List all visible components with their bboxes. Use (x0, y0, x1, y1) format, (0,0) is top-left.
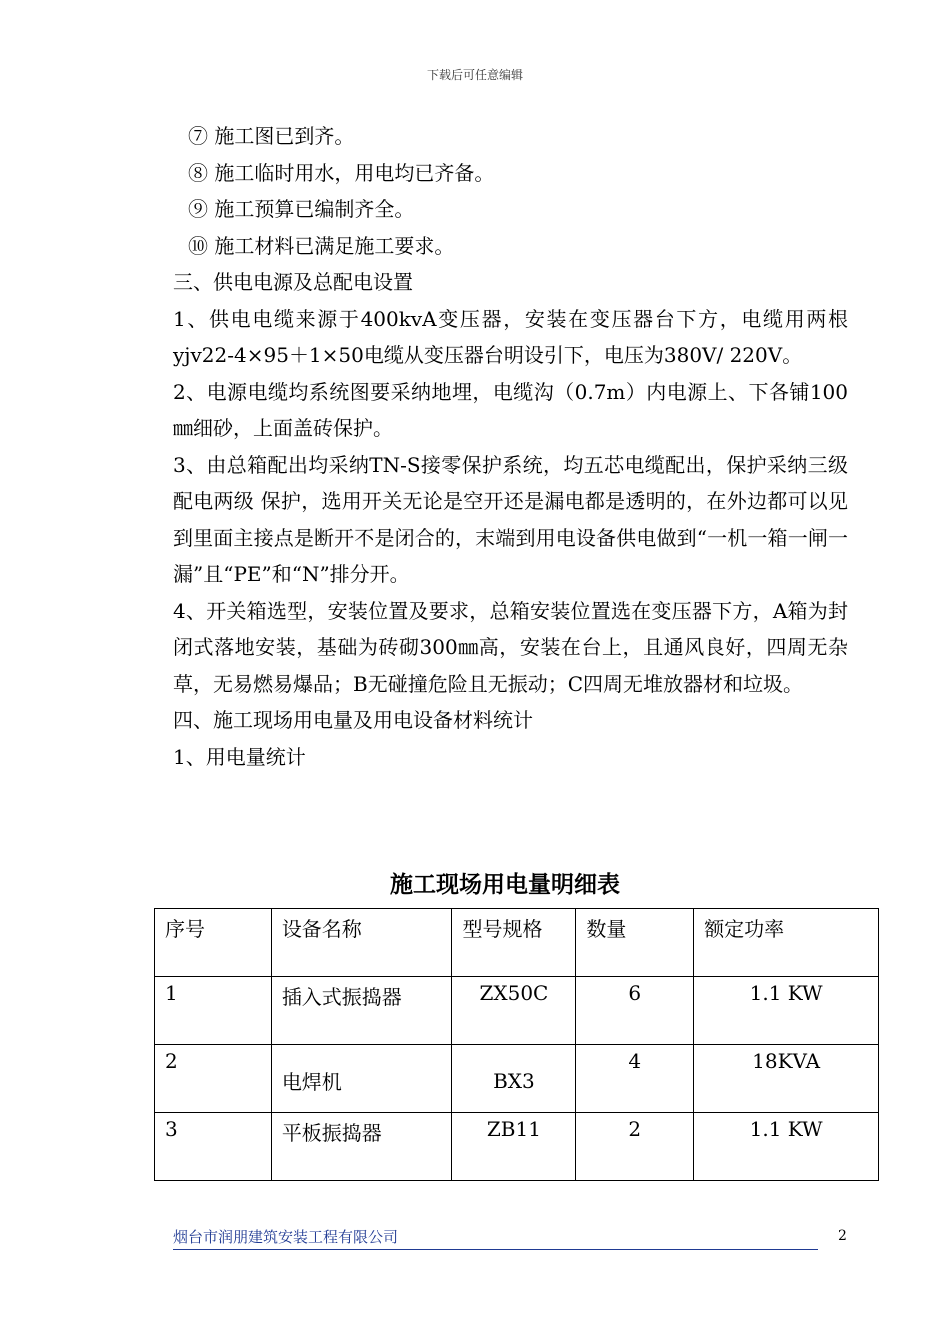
subsection-heading: 1、用电量统计 (173, 744, 306, 769)
table-cell: 1.1 KW (694, 1113, 879, 1181)
section-heading-3: 三、供电电源及总配电设置 (173, 270, 413, 294)
table-title: 施工现场用电量明细表 (390, 871, 620, 898)
header-note: 下载后可任意编辑 (426, 68, 523, 82)
table-cell: BX3 (452, 1045, 576, 1113)
table-cell: 1.1 KW (694, 977, 879, 1045)
header-cell: 序号 (155, 909, 272, 977)
paragraph-2: 2、电源电缆均系统图要采纳地埋，电缆沟（0.7m）内电源上、下各铺100㎜细砂，上面盖砖保护。 (173, 379, 848, 440)
table-cell: 电焊机 (271, 1045, 452, 1113)
power-usage-table (154, 908, 879, 1181)
document-body (173, 118, 848, 775)
paragraph-1: 1、供电电缆来源于400kvA变压器，安装在变压器台下方，电缆用两根yjv22-4×95＋1×50电缆从变压器台明设引下，电压为380V/ 220V。 (173, 306, 848, 367)
item-10: ⑩ 施工材料已满足施工要求。 (188, 233, 455, 258)
header-cell: 额定功率 (694, 909, 879, 977)
table-cell: 1 (155, 977, 272, 1045)
item-7: ⑦ 施工图已到齐。 (188, 124, 355, 148)
table-row (155, 977, 879, 1045)
paragraph-4: 4、开关箱选型，安装位置及要求，总箱安装位置选在变压器下方，A箱为封闭式落地安装，基础为砖砌300㎜高，安装在台上，且通风良好，四周无杂草，无易燃易爆品；B无碰撞危险且无振动；C四周无堆放器材和垃圾。 (173, 598, 848, 696)
header-cell: 型号规格 (452, 909, 576, 977)
paragraph-3: 3、由总箱配出均采纳TN-S接零保护系统，均五芯电缆配出，保护采纳三级配电两级 保护，选用开关无论是空开还是漏电都是透明的，在外边都可以见到里面主接点是断开不是闭合的，末端到用电设备供电做到“一机一箱一闸一漏”且“PE”和“N”排分开。 (173, 452, 848, 586)
header-cell: 数量 (576, 909, 694, 977)
table-row (155, 1113, 879, 1181)
table-cell: 2 (155, 1045, 272, 1113)
table-cell: ZX50C (452, 977, 576, 1045)
item-8: ⑧ 施工临时用水，用电均已齐备。 (188, 160, 495, 185)
table-header-row (155, 909, 879, 977)
table-cell: ZB11 (452, 1113, 576, 1181)
table-cell: 平板振捣器 (271, 1113, 452, 1181)
table-cell: 18KVA (694, 1045, 879, 1113)
table-row (155, 1045, 879, 1113)
item-9: ⑨ 施工预算已编制齐全。 (188, 197, 415, 221)
table-cell: 6 (576, 977, 694, 1045)
table-cell: 3 (155, 1113, 272, 1181)
section-heading-4: 四、施工现场用电量及用电设备材料统计 (173, 708, 533, 732)
footer-company: 烟台市润朋建筑安装工程有限公司 (173, 1226, 818, 1250)
header-cell: 设备名称 (271, 909, 452, 977)
table-cell: 插入式振捣器 (271, 977, 452, 1045)
table-cell: 4 (576, 1045, 694, 1113)
page-number: 2 (838, 1228, 847, 1244)
table-cell: 2 (576, 1113, 694, 1181)
